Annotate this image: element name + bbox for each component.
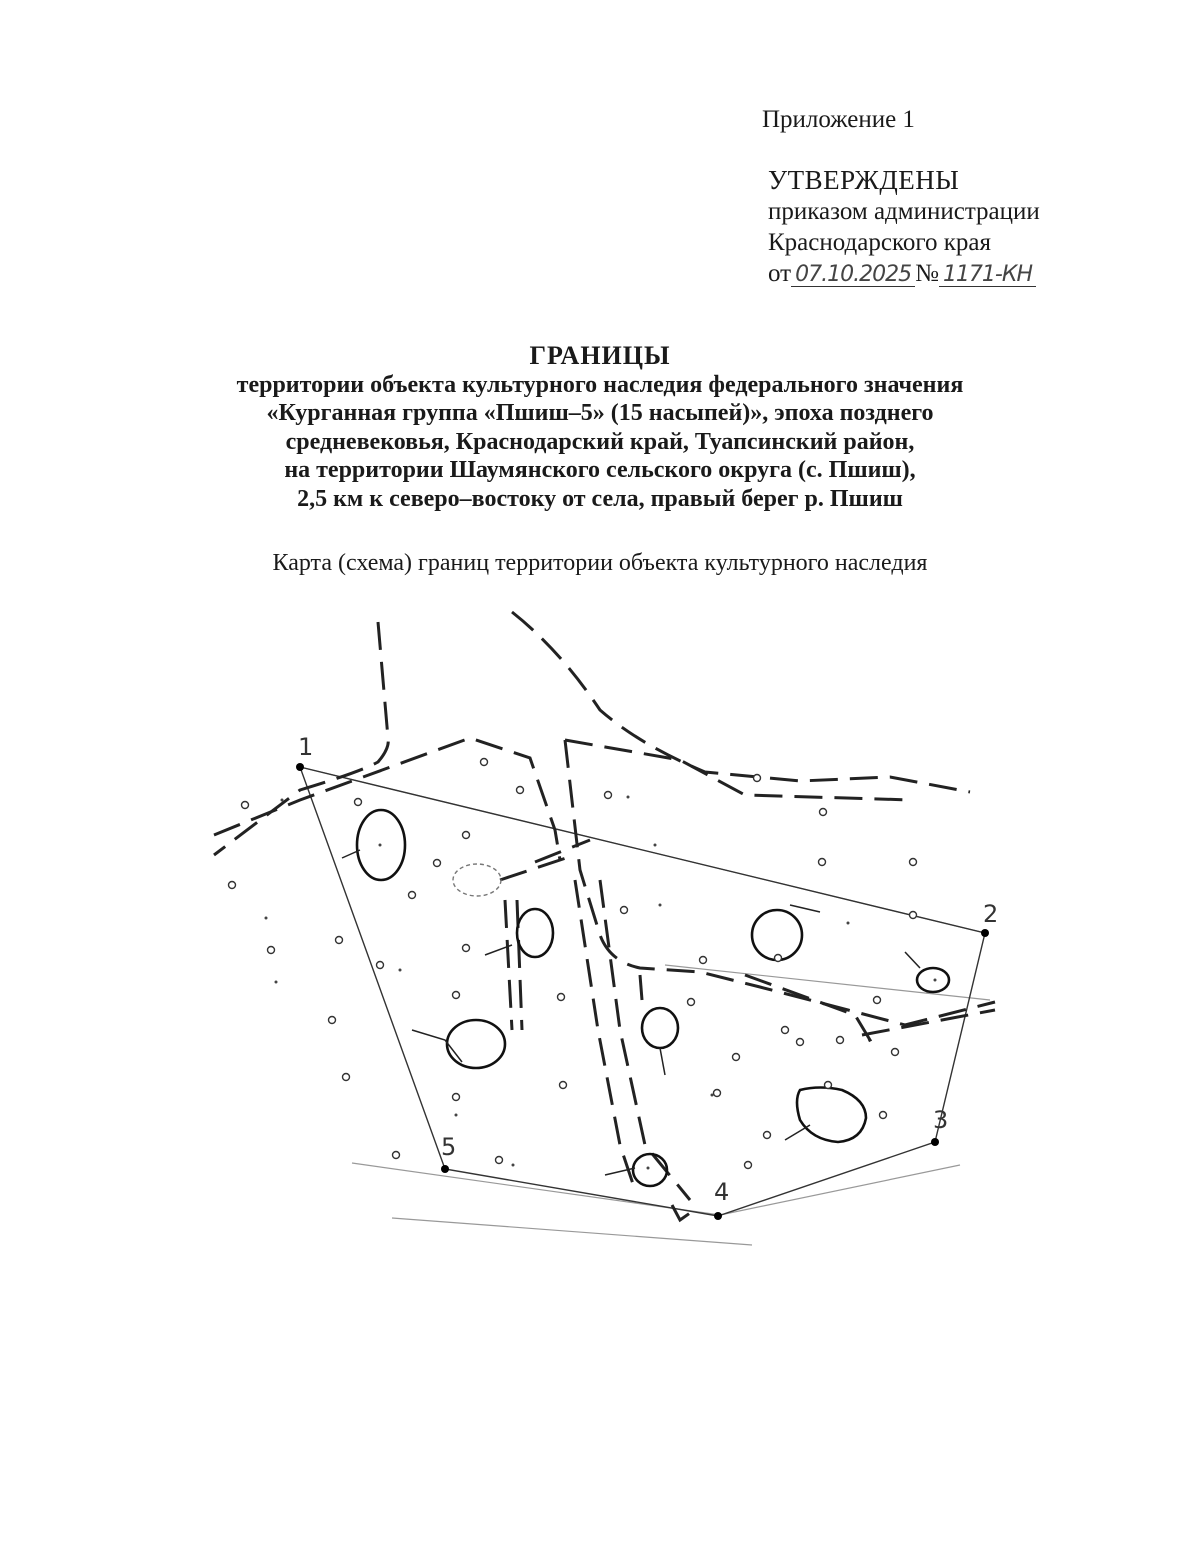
road-dashed (640, 975, 642, 1000)
elevation-mark (281, 799, 284, 802)
reference-line (392, 1218, 752, 1245)
survey-marker (481, 759, 488, 766)
survey-marker (688, 999, 695, 1006)
survey-marker (463, 832, 470, 839)
survey-marker (434, 860, 441, 867)
title-line-2: «Курганная группа «Пшиш–5» (15 насыпей)», эпоха позднего (266, 400, 934, 426)
title-main: ГРАНИЦЫ (529, 341, 671, 370)
survey-marker (797, 1039, 804, 1046)
elevation-mark (379, 844, 382, 847)
survey-marker (733, 1054, 740, 1061)
kurgan-mounds (357, 810, 949, 1186)
survey-marker (825, 1082, 832, 1089)
survey-marker (819, 859, 826, 866)
survey-marker (605, 792, 612, 799)
vertex-label-3: 3 (933, 1106, 949, 1134)
elevation-mark (647, 1167, 650, 1170)
map-caption: Карта (схема) границ территории объекта культурного наследия (272, 550, 928, 576)
survey-marker (621, 907, 628, 914)
kurgan-mound (797, 1088, 866, 1143)
survey-marker (880, 1112, 887, 1119)
road-dashed (500, 855, 575, 880)
leader-line (785, 1125, 810, 1140)
vertex-label-2: 2 (983, 900, 999, 928)
reference-line (720, 1165, 960, 1215)
boundary-vertex (296, 763, 304, 771)
survey-marker (764, 1132, 771, 1139)
title-line-3: средневековья, Краснодарский край, Туапсинский район, (285, 428, 915, 455)
elevation-mark (847, 922, 850, 925)
survey-marker (336, 937, 343, 944)
survey-marker (496, 1157, 503, 1164)
road-dashed (565, 740, 912, 800)
title-line-4: на территории Шаумянского сельского округа (с. Пшиш), (284, 457, 916, 483)
survey-marker (463, 945, 470, 952)
kurgan-mound (752, 910, 802, 960)
survey-marker (453, 992, 460, 999)
survey-marker (517, 787, 524, 794)
kurgan-mound (917, 968, 949, 992)
elevation-mark (275, 981, 278, 984)
mound-leaders (342, 850, 920, 1175)
survey-marker (377, 962, 384, 969)
leader-line (790, 905, 820, 912)
survey-markers (229, 759, 917, 1169)
survey-marker (775, 955, 782, 962)
road-dashed (512, 612, 970, 792)
survey-marker (910, 912, 917, 919)
title-line-1: территории объекта культурного наследия федерального значения (236, 371, 964, 398)
survey-marker (874, 997, 881, 1004)
boundary-vertex (441, 1165, 449, 1173)
kurgan-mound (633, 1154, 667, 1186)
survey-marker (329, 1017, 336, 1024)
elevation-mark (711, 1094, 714, 1097)
road-dashed (505, 900, 512, 1030)
survey-marker (409, 892, 416, 899)
leader-line (905, 952, 920, 968)
leader-line (412, 1030, 462, 1062)
leader-line (660, 1048, 665, 1075)
road-dashed (214, 738, 560, 860)
elevation-mark (627, 796, 630, 799)
number-prefix: № (915, 260, 939, 287)
road-dashed (672, 1205, 690, 1220)
survey-marker (837, 1037, 844, 1044)
approval-line-2: Краснодарского края (768, 229, 991, 256)
vertex-label-1: 1 (298, 733, 314, 761)
survey-marker (700, 957, 707, 964)
survey-marker (560, 1082, 567, 1089)
title-line-5: 2,5 км к северо–востоку от села, правый берег р. Пшиш (297, 485, 903, 512)
survey-marker (558, 994, 565, 1001)
survey-marker (242, 802, 249, 809)
boundary-vertex (714, 1212, 722, 1220)
kurgan-mound (447, 1020, 505, 1068)
survey-marker (910, 859, 917, 866)
elevation-mark (512, 1164, 515, 1167)
survey-marker (892, 1049, 899, 1056)
handwritten-number: 1171-КН (939, 264, 1036, 287)
kurgan-mound (453, 864, 501, 896)
survey-marker (754, 775, 761, 782)
kurgan-mound (642, 1008, 678, 1048)
survey-marker (714, 1090, 721, 1097)
boundary-vertex (981, 929, 989, 937)
approved-heading: УТВЕРЖДЕНЫ (768, 165, 960, 195)
survey-marker (343, 1074, 350, 1081)
survey-marker (229, 882, 236, 889)
survey-marker (782, 1027, 789, 1034)
elevation-mark (654, 844, 657, 847)
dashed-roads (214, 612, 995, 1220)
vertex-label-4: 4 (714, 1178, 730, 1206)
elevation-mark (934, 979, 937, 982)
elevation-mark (265, 917, 268, 920)
road-dashed (565, 740, 995, 1025)
survey-marker (355, 799, 362, 806)
survey-marker (268, 947, 275, 954)
kurgan-mound (517, 909, 553, 957)
boundary-vertex (931, 1138, 939, 1146)
date-prefix: от (768, 260, 792, 287)
elevation-mark (399, 969, 402, 972)
appendix-label: Приложение 1 (762, 106, 915, 133)
road-dashed (862, 1010, 995, 1035)
vertex-label-5: 5 (441, 1133, 457, 1161)
elevation-mark (659, 904, 662, 907)
survey-marker (393, 1152, 400, 1159)
survey-marker (820, 809, 827, 816)
elevation-mark (455, 1114, 458, 1117)
survey-marker (745, 1162, 752, 1169)
elevation-marks (265, 796, 937, 1170)
approval-line-1: приказом администрации (768, 198, 1040, 225)
survey-marker (453, 1094, 460, 1101)
handwritten-date: 07.10.2025 (791, 264, 915, 287)
